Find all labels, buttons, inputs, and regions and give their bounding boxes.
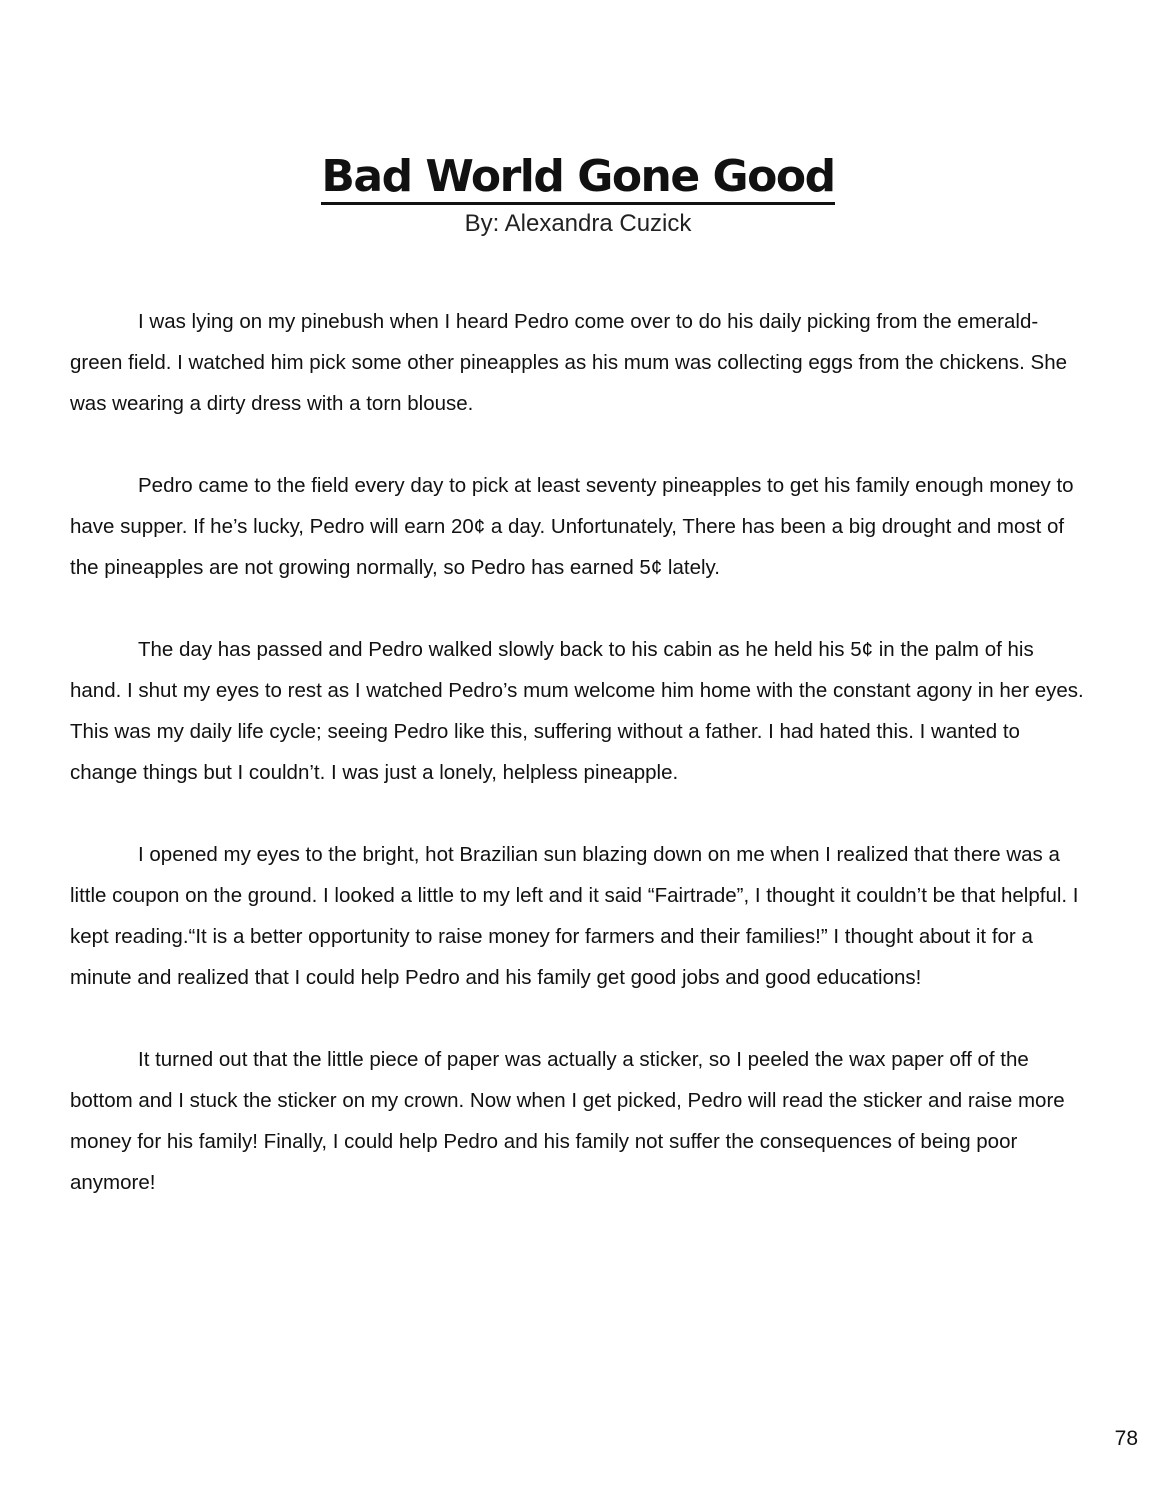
page-number: 78 xyxy=(1114,1427,1138,1450)
paragraph-1: I was lying on my pinebush when I heard Pedro come over to do his daily picking from the emerald-green field. I watched him pick some other pineapples as his mum was collecting eggs from the chickens. She was wearing a dirty dress with a torn blouse. xyxy=(70,310,1068,415)
story-body xyxy=(70,301,1090,1244)
story-title xyxy=(0,150,1156,205)
story-title-text: Bad World Gone Good xyxy=(321,152,834,205)
paragraph-4: I opened my eyes to the bright, hot Brazilian sun blazing down on me when I realized that there was a little coupon on the ground. I looked a little to my left and it said “Fairtrade”, I thought it couldn’t be that helpful. I kept reading.“It is a better opportunity to raise money for farmers and their families!” I thought about it for a minute and realized that I could help Pedro and his family get good jobs and good educations! xyxy=(70,843,1079,989)
paragraph-3: The day has passed and Pedro walked slowly back to his cabin as he held his 5¢ in the palm of his hand. I shut my eyes to rest as I watched Pedro’s mum welcome him home with the constant agony in her eyes. This was my daily life cycle; seeing Pedro like this, suffering without a father. I had hated this. I wanted to change things but I couldn’t. I was just a lonely, helpless pineapple. xyxy=(70,638,1084,784)
paragraph-2: Pedro came to the field every day to pick at least seventy pineapples to get his family enough money to have supper. If he’s lucky, Pedro will earn 20¢ a day. Unfortunately, There has been a big drought and most of the pineapples are not growing normally, so Pedro has earned 5¢ lately. xyxy=(70,474,1074,579)
author-byline: By: Alexandra Cuzick xyxy=(464,210,692,237)
paragraph-5: It turned out that the little piece of paper was actually a sticker, so I peeled the wax paper off of the bottom and I stuck the sticker on my crown. Now when I get picked, Pedro will read the sticker and raise more money for his family! Finally, I could help Pedro and his family not suffer the consequences of being poor anymore! xyxy=(70,1048,1065,1194)
